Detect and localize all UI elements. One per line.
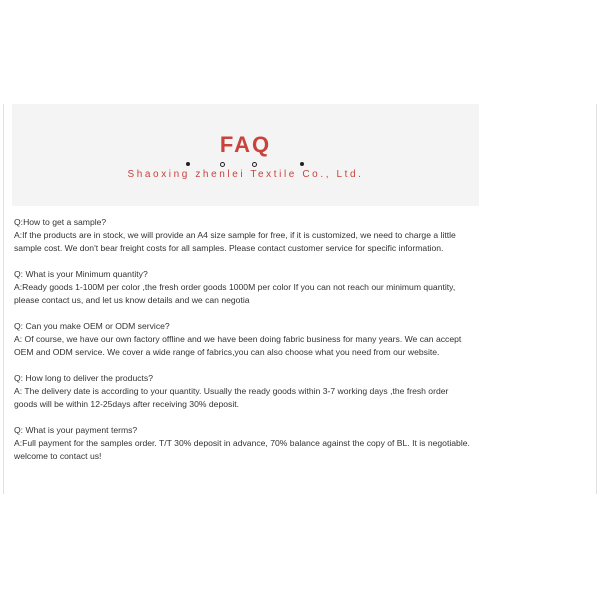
faq-item	[14, 268, 474, 307]
faq-question: Q: How long to deliver the products?	[14, 373, 154, 383]
faq-answer: A: Of course, we have our own factory offline and we have been doing fabric business for many years. We can accept OEM and ODM service. We cover a wide range of fabrics,you can also choose what you need from our website.	[14, 334, 462, 357]
faq-answer: A: The delivery date is according to your quantity. Usually the ready goods within 3-7 working days ,the fresh order goods will be within 12-25days after receiving 30% deposit.	[14, 386, 449, 409]
left-divider	[3, 104, 4, 494]
faq-answer: A:Full payment for the samples order. T/T 30% deposit in advance, 70% balance against the copy of BL. It is negotiable. welcome to contact us!	[14, 438, 470, 461]
faq-question: Q:How to get a sample?	[14, 217, 107, 227]
faq-question: Q: What is your Minimum quantity?	[14, 269, 148, 279]
faq-item	[14, 424, 474, 463]
faq-answer: A:If the products are in stock, we will provide an A4 size sample for free, if it is customized, we need to charge a little sample cost. We don't bear freight costs for all samples. Please contact customer service for specific information.	[14, 230, 456, 253]
circle-icon	[252, 162, 257, 167]
faq-item	[14, 372, 474, 411]
dot-icon	[186, 162, 190, 166]
faq-banner	[12, 104, 479, 206]
faq-item	[14, 216, 474, 255]
faq-item	[14, 320, 474, 359]
faq-answer: A:Ready goods 1-100M per color ,the fresh order goods 1000M per color If you can not reach our minimum quantity, please contact us, and let us know details and we can negotia	[14, 282, 456, 305]
circle-icon	[220, 162, 225, 167]
dot-icon	[300, 162, 304, 166]
banner-title: FAQ	[219, 132, 272, 157]
company-name: Shaoxing zhenlei Textile Co., Ltd.	[127, 169, 364, 180]
faq-list	[14, 216, 474, 476]
faq-question: Q: Can you make OEM or ODM service?	[14, 321, 170, 331]
faq-question: Q: What is your payment terms?	[14, 425, 138, 435]
right-divider	[596, 104, 597, 494]
